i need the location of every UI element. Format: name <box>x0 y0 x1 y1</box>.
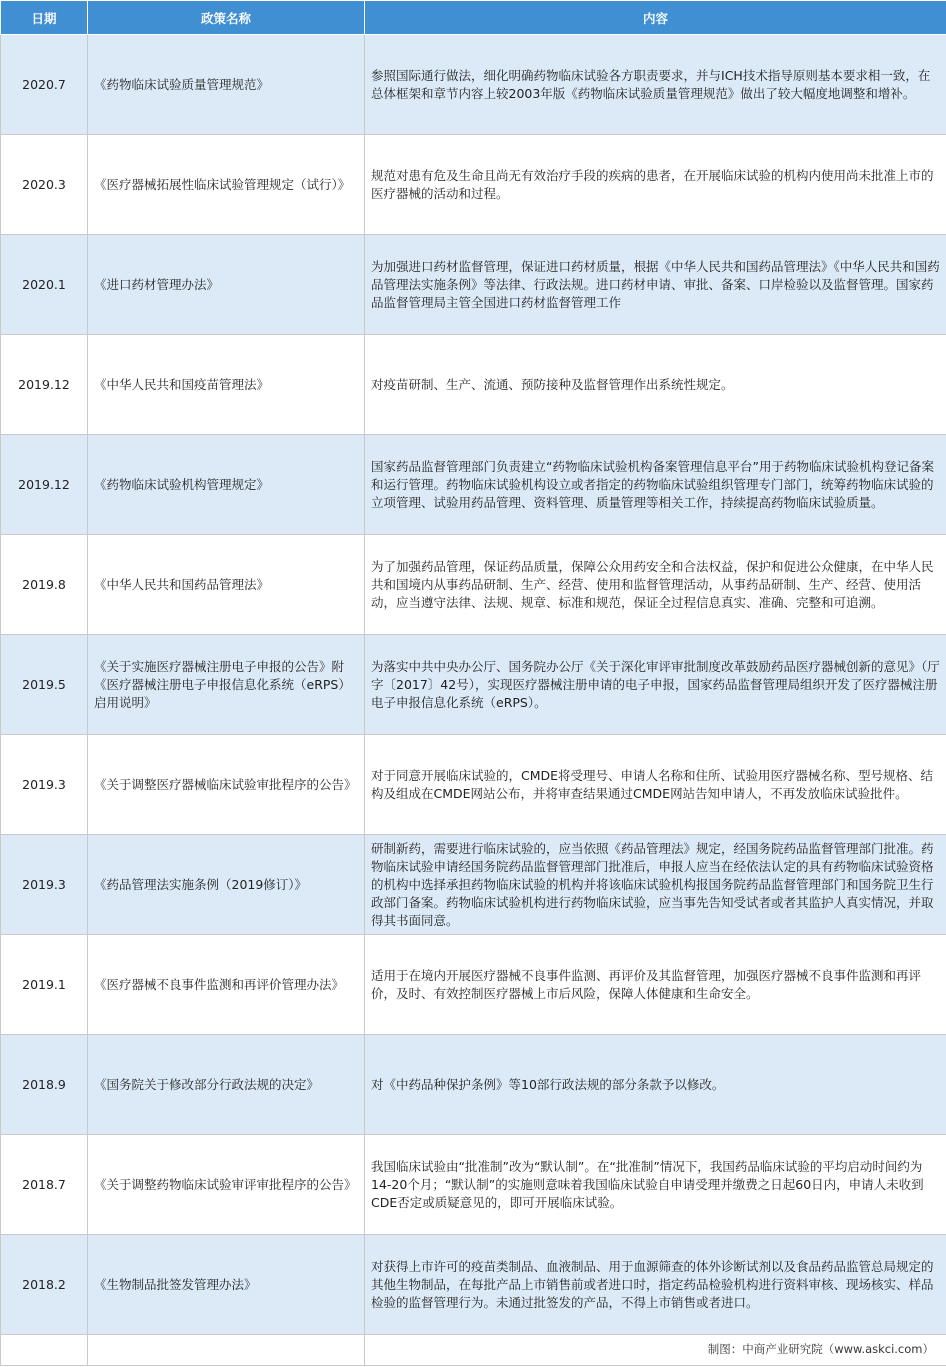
header-date: 日期 <box>1 1 88 35</box>
row-policy: 《国务院关于修改部分行政法规的决定》 <box>88 1035 365 1135</box>
empty-cell <box>1 1335 88 1366</box>
row-content: 对疫苗研制、生产、流通、预防接种及监督管理作出系统性规定。 <box>365 335 946 435</box>
table-header-row <box>1 1 946 35</box>
row-content: 国家药品监督管理部门负责建立“药物临床试验机构备案管理信息平台”用于药物临床试验机构登记备案和运行管理。药物临床试验机构设立或者指定的药物临床试验组织管理专门部门，统筹药物临床试验的立项管理、试验用药品管理、资料管理、质量管理等相关工作，持续提高药物临床试验质量。 <box>365 435 946 535</box>
row-content: 对获得上市许可的疫苗类制品、血液制品、用于血源筛查的体外诊断试剂以及食品药品监管总局规定的其他生物制品，在每批产品上市销售前或者进口时，指定药品检验机构进行资料审核、现场核实、样品检验的监督管理行为。未通过批签发的产品，不得上市销售或者进口。 <box>365 1235 946 1335</box>
table-row <box>1 135 946 235</box>
header-content: 内容 <box>365 1 946 35</box>
row-content: 对于同意开展临床试验的，CMDE将受理号、申请人名称和住所、试验用医疗器械名称、型号规格、结构及组成在CMDE网站公布，并将审查结果通过CMDE网站告知申请人，不再发放临床试验批件。 <box>365 735 946 835</box>
table-row <box>1 935 946 1035</box>
header-policy-name: 政策名称 <box>88 1 365 35</box>
row-date: 2020.7 <box>1 35 88 135</box>
table-row <box>1 1235 946 1335</box>
row-content: 为加强进口药材监督管理，保证进口药材质量，根据《中华人民共和国药品管理法》《中华人民共和国药品管理法实施条例》等法律、行政法规。进口药材申请、审批、备案、口岸检验以及监督管理。国家药品监督管理局主管全国进口药材监督管理工作 <box>365 235 946 335</box>
row-date: 2019.8 <box>1 535 88 635</box>
row-policy: 《中华人民共和国药品管理法》 <box>88 535 365 635</box>
row-content: 对《中药品种保护条例》等10部行政法规的部分条款予以修改。 <box>365 1035 946 1135</box>
table-row <box>1 835 946 935</box>
table-row <box>1 335 946 435</box>
row-content: 为了加强药品管理，保证药品质量，保障公众用药安全和合法权益，保护和促进公众健康，在中华人民共和国境内从事药品研制、生产、经营、使用和监督管理活动，从事药品研制、生产、经营、使用活动，应当遵守法律、法规、规章、标准和规范，保证全过程信息真实、准确、完整和可追溯。 <box>365 535 946 635</box>
table-row <box>1 535 946 635</box>
row-policy: 《中华人民共和国疫苗管理法》 <box>88 335 365 435</box>
row-content: 适用于在境内开展医疗器械不良事件监测、再评价及其监督管理，加强医疗器械不良事件监测和再评价，及时、有效控制医疗器械上市后风险，保障人体健康和生命安全。 <box>365 935 946 1035</box>
row-date: 2019.3 <box>1 835 88 935</box>
row-content: 规范对患有危及生命且尚无有效治疗手段的疾病的患者，在开展临床试验的机构内使用尚未批准上市的医疗器械的活动和过程。 <box>365 135 946 235</box>
table-row <box>1 735 946 835</box>
row-policy: 《医疗器械拓展性临床试验管理规定（试行）》 <box>88 135 365 235</box>
row-policy: 《进口药材管理办法》 <box>88 235 365 335</box>
row-date: 2020.1 <box>1 235 88 335</box>
row-content: 参照国际通行做法，细化明确药物临床试验各方职责要求，并与ICH技术指导原则基本要求相一致，在总体框架和章节内容上较2003年版《药物临床试验质量管理规范》做出了较大幅度地调整和增补。 <box>365 35 946 135</box>
table-row <box>1 1135 946 1235</box>
row-policy: 《关于调整医疗器械临床试验审批程序的公告》 <box>88 735 365 835</box>
empty-cell <box>88 1335 365 1366</box>
row-policy: 《生物制品批签发管理办法》 <box>88 1235 365 1335</box>
source-credit: 制图：中商产业研究院（www.askci.com） <box>707 1342 934 1356</box>
row-date: 2019.1 <box>1 935 88 1035</box>
row-policy: 《关于实施医疗器械注册电子申报的公告》附《医疗器械注册电子申报信息化系统（eRPS）启用说明》 <box>88 635 365 735</box>
row-date: 2019.5 <box>1 635 88 735</box>
row-date: 2020.3 <box>1 135 88 235</box>
row-policy: 《药品管理法实施条例（2019修订）》 <box>88 835 365 935</box>
table-row <box>1 635 946 735</box>
row-date: 2019.12 <box>1 435 88 535</box>
row-policy: 《药物临床试验机构管理规定》 <box>88 435 365 535</box>
row-policy: 《药物临床试验质量管理规范》 <box>88 35 365 135</box>
table-row <box>1 1035 946 1135</box>
row-policy: 《关于调整药物临床试验审评审批程序的公告》 <box>88 1135 365 1235</box>
row-date: 2019.12 <box>1 335 88 435</box>
row-date: 2018.9 <box>1 1035 88 1135</box>
row-date: 2018.2 <box>1 1235 88 1335</box>
row-content: 我国临床试验由“批准制”改为“默认制”。在“批准制”情况下，我国药品临床试验的平均启动时间约为14-20个月；“默认制”的实施则意味着我国临床试验自申请受理并缴费之日起60日内，申请人未收到CDE否定或质疑意见的，即可开展临床试验。 <box>365 1135 946 1235</box>
row-date: 2019.3 <box>1 735 88 835</box>
row-content: 研制新药，需要进行临床试验的，应当依照《药品管理法》规定，经国务院药品监督管理部门批准。药物临床试验申请经国务院药品监督管理部门批准后，申报人应当在经依法认定的具有药物临床试验资格的机构中选择承担药物临床试验的机构并将该临床试验机构报国务院药品监督管理部门和国务院卫生行政部门备案。药物临床试验机构进行药物临床试验，应当事先告知受试者或者其监护人真实情况，并取得其书面同意。 <box>365 835 946 935</box>
row-policy: 《医疗器械不良事件监测和再评价管理办法》 <box>88 935 365 1035</box>
table-row <box>1 235 946 335</box>
row-date: 2018.7 <box>1 1135 88 1235</box>
table-row <box>1 35 946 135</box>
row-content: 为落实中共中央办公厅、国务院办公厅《关于深化审评审批制度改革鼓励药品医疗器械创新的意见》（厅字〔2017〕42号），实现医疗器械注册申请的电子申报，国家药品监督管理局组织开发了医疗器械注册电子申报信息化系统（eRPS）。 <box>365 635 946 735</box>
table-row <box>1 435 946 535</box>
